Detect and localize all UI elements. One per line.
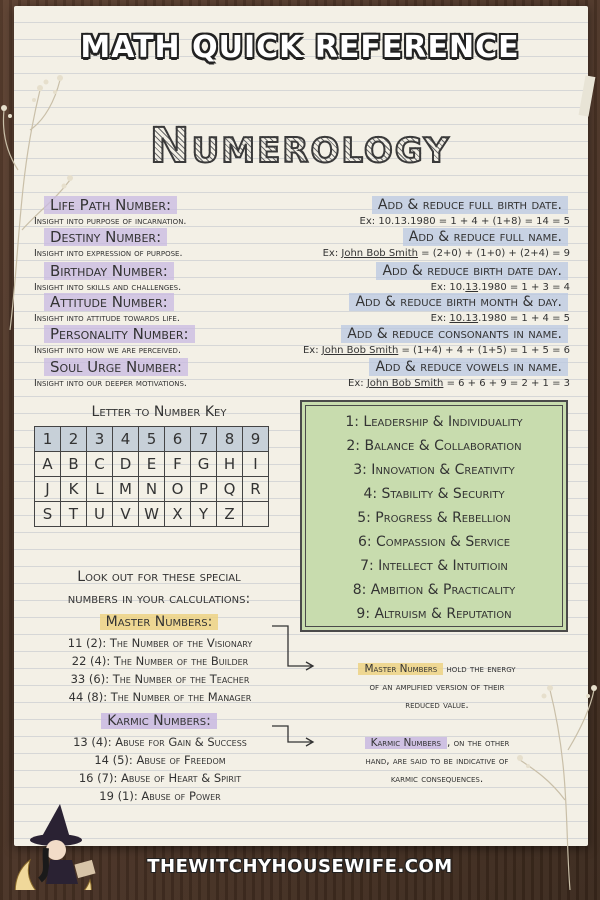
table-cell: X bbox=[165, 502, 191, 527]
table-cell: G bbox=[191, 452, 217, 477]
table-row bbox=[35, 427, 269, 452]
page-title: Numerology bbox=[0, 118, 600, 174]
meaning-item: 9: Altruism & Reputation bbox=[356, 606, 512, 622]
number-example: Ex: John Bob Smith = (1+4) + 4 + (1+5) = 1 + 5 = 6 bbox=[302, 345, 570, 356]
karmic-numbers-note: Karmic Numbers , on the other hand, are said to be indicative of karmic consequences. bbox=[365, 737, 510, 785]
table-cell: I bbox=[243, 452, 269, 477]
number-rule: Add & reduce full name. bbox=[403, 228, 568, 246]
master-arrow-icon bbox=[268, 622, 318, 672]
list-item: 33 (6): The Number of the Teacher bbox=[70, 672, 250, 686]
list-item: 19 (1): Abuse of Power bbox=[99, 789, 221, 803]
table-cell: U bbox=[87, 502, 113, 527]
number-rule: Add & reduce birth month & day. bbox=[349, 293, 568, 311]
table-cell bbox=[243, 502, 269, 527]
number-name: Personality Number: bbox=[44, 325, 195, 343]
table-cell: Z bbox=[217, 502, 243, 527]
table-cell: L bbox=[87, 477, 113, 502]
table-cell: O bbox=[165, 477, 191, 502]
list-item: 13 (4): Abuse for Gain & Success bbox=[73, 735, 247, 749]
table-cell: 2 bbox=[61, 427, 87, 452]
number-example: Ex: 10.13.1980 = 1 + 3 = 4 bbox=[430, 282, 570, 293]
table-cell: R bbox=[243, 477, 269, 502]
meaning-item: 8: Ambition & Practicality bbox=[352, 582, 516, 598]
list-item: 11 (2): The Number of the Visionary bbox=[67, 636, 253, 650]
number-rule: Add & reduce full birth date. bbox=[372, 196, 568, 214]
table-cell: W bbox=[139, 502, 165, 527]
special-numbers-intro: Look out for these special numbers in your calculations: bbox=[67, 569, 251, 607]
number-example: Ex: 10.13.1980 = 1 + 4 + (1+8) = 14 = 5 bbox=[359, 216, 570, 227]
table-cell: B bbox=[61, 452, 87, 477]
meaning-item: 7: Intellect & Intuitioin bbox=[360, 558, 508, 574]
table-cell: M bbox=[113, 477, 139, 502]
table-cell: Q bbox=[217, 477, 243, 502]
meaning-item: 3: Innovation & Creativity bbox=[353, 462, 515, 478]
number-example: Ex: John Bob Smith = 6 + 6 + 9 = 2 + 1 = 3 bbox=[348, 378, 570, 389]
number-insight: Insight into purpose of incarnation. bbox=[34, 216, 187, 227]
number-meanings-box bbox=[300, 400, 568, 632]
table-cell: 9 bbox=[243, 427, 269, 452]
number-insight: Insight into our deeper motivations. bbox=[34, 378, 187, 389]
table-row bbox=[35, 452, 269, 477]
meaning-item: 4: Stability & Security bbox=[363, 486, 505, 502]
table-cell: 8 bbox=[217, 427, 243, 452]
letter-number-table bbox=[34, 426, 269, 527]
number-insight: Insight into expression of purpose. bbox=[34, 248, 183, 259]
table-cell: 5 bbox=[139, 427, 165, 452]
list-item: 16 (7): Abuse of Heart & Spirit bbox=[78, 771, 242, 785]
table-cell: 7 bbox=[191, 427, 217, 452]
banner-title: MATH QUICK REFERENCE bbox=[80, 30, 520, 65]
table-cell: T bbox=[61, 502, 87, 527]
table-cell: A bbox=[35, 452, 61, 477]
number-name: Destiny Number: bbox=[44, 228, 167, 246]
table-cell: J bbox=[35, 477, 61, 502]
table-cell: S bbox=[35, 502, 61, 527]
table-cell: F bbox=[165, 452, 191, 477]
table-cell: 6 bbox=[165, 427, 191, 452]
table-cell: D bbox=[113, 452, 139, 477]
table-cell: Y bbox=[191, 502, 217, 527]
meaning-item: 6: Compassion & Service bbox=[357, 534, 511, 550]
footer-website: THEWITCHYHOUSEWIFE.COM bbox=[147, 856, 453, 877]
number-insight: Insight into how we are perceived. bbox=[34, 345, 181, 356]
table-cell: V bbox=[113, 502, 139, 527]
number-example: Ex: 10.13.1980 = 1 + 4 = 5 bbox=[430, 313, 570, 324]
number-insight: Insight into attitude towards life. bbox=[34, 313, 180, 324]
meaning-item: 2: Balance & Collaboration bbox=[346, 438, 522, 454]
master-numbers-note: Master Numbers hold the energy of an amplified version of their reduced value. bbox=[312, 660, 562, 714]
number-insight: Insight into skills and challenges. bbox=[34, 282, 182, 293]
table-cell: H bbox=[217, 452, 243, 477]
table-cell: K bbox=[61, 477, 87, 502]
number-name: Life Path Number: bbox=[44, 196, 177, 214]
master-numbers-heading: Master Numbers: bbox=[34, 614, 284, 630]
key-title: Letter to Number Key bbox=[91, 404, 227, 420]
table-cell: N bbox=[139, 477, 165, 502]
list-item: 14 (5): Abuse of Freedom bbox=[94, 753, 226, 767]
table-row bbox=[35, 477, 269, 502]
number-rule: Add & reduce consonants in name. bbox=[341, 325, 568, 343]
table-cell: 3 bbox=[87, 427, 113, 452]
table-cell: 4 bbox=[113, 427, 139, 452]
number-rule: Add & reduce birth date day. bbox=[376, 262, 568, 280]
table-row bbox=[35, 502, 269, 527]
table-cell: E bbox=[139, 452, 165, 477]
list-item: 44 (8): The Number of the Manager bbox=[68, 690, 252, 704]
number-name: Soul Urge Number: bbox=[44, 358, 188, 376]
table-cell: P bbox=[191, 477, 217, 502]
meaning-item: 1: Leadership & Individuality bbox=[345, 414, 523, 430]
number-name: Attitude Number: bbox=[44, 293, 174, 311]
table-cell: C bbox=[87, 452, 113, 477]
list-item: 22 (4): The Number of the Builder bbox=[71, 654, 249, 668]
meaning-item: 5: Progress & Rebellion bbox=[357, 510, 511, 526]
table-cell: 1 bbox=[35, 427, 61, 452]
number-name: Birthday Number: bbox=[44, 262, 174, 280]
number-example: Ex: John Bob Smith = (2+0) + (1+0) + (2+4) = 9 bbox=[322, 248, 570, 259]
karmic-numbers-heading: Karmic Numbers: bbox=[34, 713, 284, 729]
number-rule: Add & reduce vowels in name. bbox=[369, 358, 568, 376]
karmic-arrow-icon bbox=[268, 722, 318, 752]
